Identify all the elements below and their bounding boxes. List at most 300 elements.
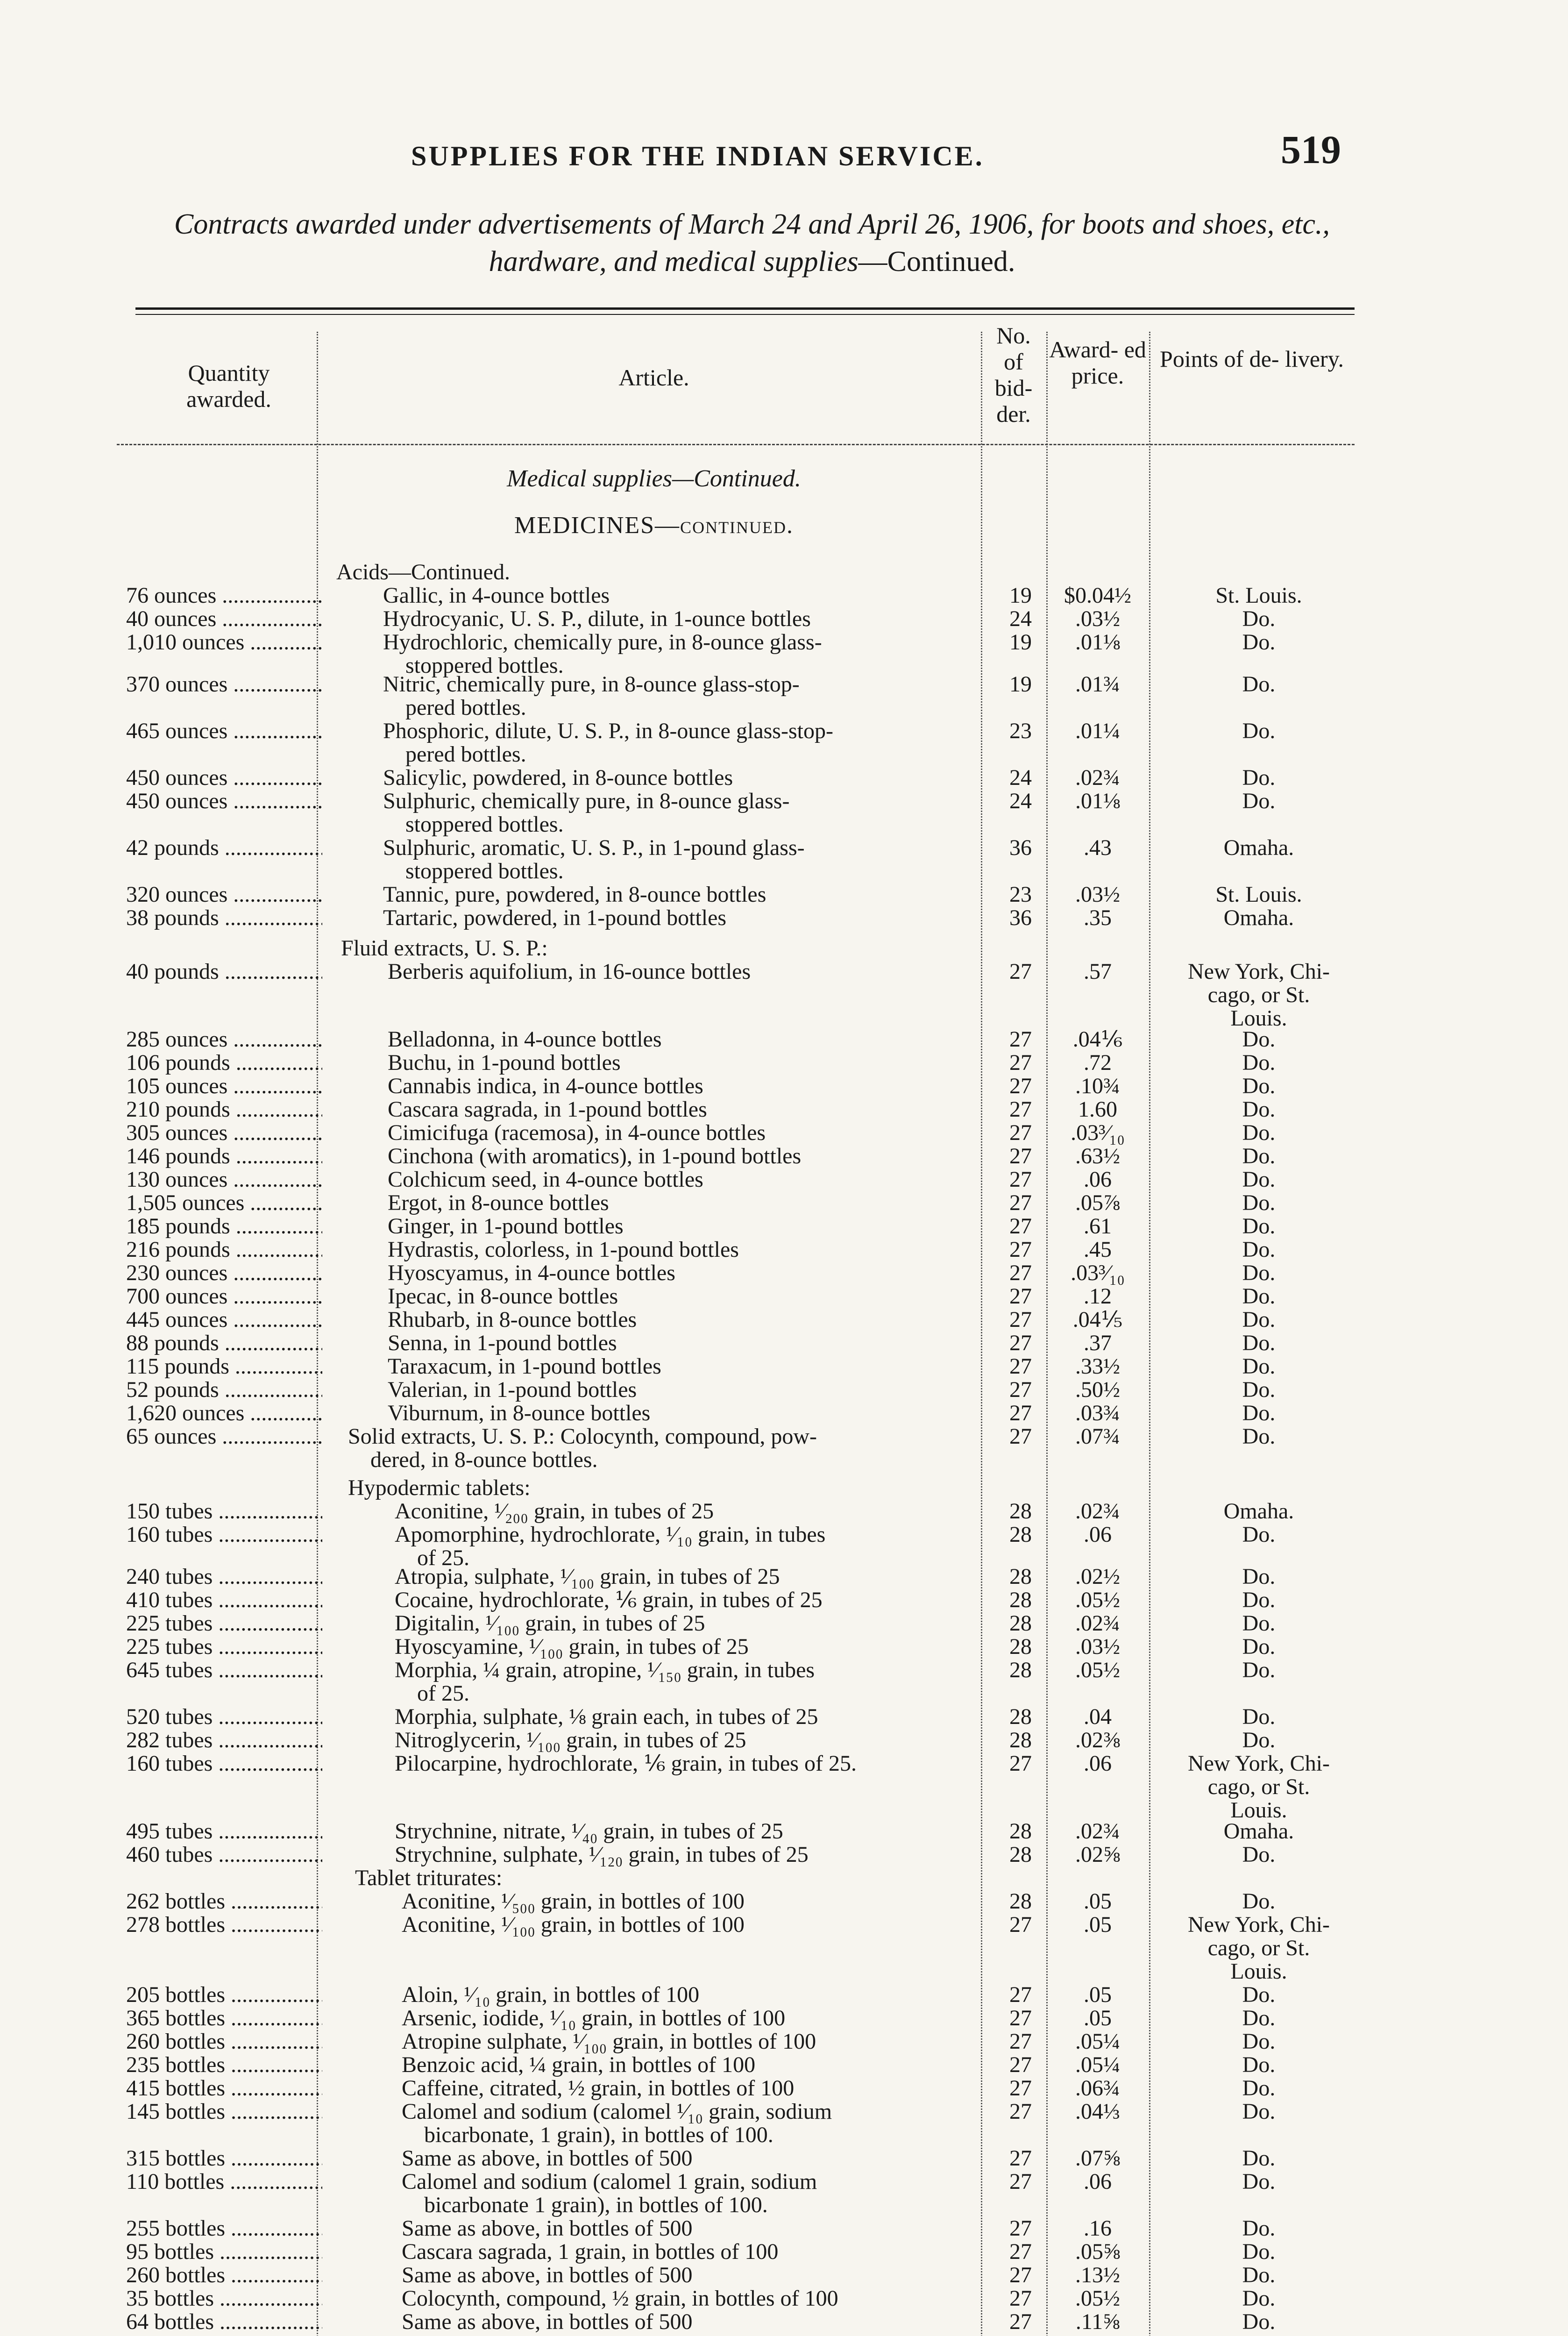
quantity-cell: 255 bottles ..... (126, 2217, 322, 2240)
delivery-point-cell: Do. (1242, 2099, 1276, 2124)
awarded-price-cell: .63½ (1075, 1144, 1120, 1168)
quantity-cell: 240 tubes ..... (126, 1565, 322, 1588)
bidder-number-cell: 27 (1009, 1331, 1032, 1355)
group-heading-acids: Acids—Continued. (336, 560, 510, 584)
awarded-price-cell: .10¾ (1075, 1074, 1120, 1098)
bidder-number-cell: 28 (1009, 1499, 1032, 1524)
article-cell: Pilocarpine, hydrochlorate, ⅙ grain, in tubes of 25. (395, 1751, 857, 1776)
quantity-cell: 370 ounces ..... (126, 673, 322, 696)
bidder-number-cell: 27 (1009, 2052, 1032, 2077)
article-cell: Phosphoric, dilute, U. S. P., in 8-ounce glass-stop- pered bottles. (383, 719, 833, 767)
delivery-point-cell: Do. (1242, 1027, 1276, 1052)
quantity-cell: 105 ounces ..... (126, 1075, 322, 1098)
quantity-cell: 415 bottles ..... (126, 2077, 322, 2100)
quantity-cell: 305 ounces ..... (126, 1121, 322, 1145)
bidder-number-cell: 27 (1009, 2146, 1032, 2171)
quantity-cell: 38 pounds ..... (126, 906, 322, 930)
awarded-price-cell: .05¼ (1075, 2029, 1120, 2054)
awarded-price-cell: .03½ (1075, 606, 1120, 631)
delivery-point-cell: Omaha. (1223, 1499, 1294, 1524)
bidder-number-cell: 27 (1009, 2076, 1032, 2101)
awarded-price-cell: .05¼ (1075, 2052, 1120, 2077)
awarded-price-cell: .02¾ (1075, 765, 1120, 790)
group-heading-hypodermic-tablets: Hypodermic tablets: (348, 1475, 531, 1500)
quantity-cell: 110 bottles ..... (126, 2170, 322, 2194)
delivery-point-cell: Do. (1242, 1237, 1276, 1262)
quantity-cell: 465 ounces ..... (126, 719, 322, 743)
column-header-bidder: No. of bid- der. (994, 322, 1033, 427)
quantity-cell: 40 pounds ..... (126, 960, 322, 983)
article-cell: Solid extracts, U. S. P.: Colocynth, compound, pow- dered, in 8-ounce bottles. (348, 1424, 817, 1472)
awarded-price-cell: .06 (1084, 1167, 1112, 1192)
quantity-cell: 65 ounces ..... (126, 1425, 322, 1448)
group-heading-tablet-triturates: Tablet triturates: (355, 1866, 503, 1890)
bidder-number-cell: 27 (1009, 1751, 1032, 1776)
quantity-cell: 225 tubes ..... (126, 1635, 322, 1659)
delivery-point-cell: Omaha. (1223, 835, 1294, 860)
awarded-price-cell: .05 (1084, 1889, 1112, 1914)
delivery-point-cell: Omaha. (1223, 905, 1294, 930)
quantity-cell: 216 pounds ..... (126, 1238, 322, 1261)
quantity-cell: 146 pounds ..... (126, 1145, 322, 1168)
bidder-number-cell: 27 (1009, 1912, 1032, 1937)
quantity-cell: 365 bottles ..... (126, 2007, 322, 2030)
bidder-number-cell: 28 (1009, 1588, 1032, 1612)
delivery-point-cell: Do. (1242, 1889, 1276, 1914)
quantity-cell: 450 ounces ..... (126, 790, 322, 813)
bidder-number-cell: 27 (1009, 1097, 1032, 1122)
quantity-cell: 450 ounces ..... (126, 766, 322, 790)
quantity-cell: 645 tubes ..... (126, 1659, 322, 1682)
awarded-price-cell: .01¼ (1075, 719, 1120, 743)
delivery-point-cell: Do. (1242, 1982, 1276, 2007)
quantity-cell: 230 ounces ..... (126, 1261, 322, 1285)
awarded-price-cell: .50½ (1075, 1377, 1120, 1402)
awarded-price-cell: $0.04½ (1064, 583, 1131, 608)
awarded-price-cell: .03³⁄₁₀ (1071, 1261, 1125, 1285)
bidder-number-cell: 19 (1009, 672, 1032, 697)
quantity-cell: 130 ounces ..... (126, 1168, 322, 1191)
article-cell: Same as above, in bottles of 500 (402, 2216, 693, 2241)
bidder-number-cell: 24 (1009, 789, 1032, 813)
delivery-point-cell: Do. (1242, 719, 1276, 743)
awarded-price-cell: .05 (1084, 2006, 1112, 2030)
delivery-point-cell: Do. (1242, 606, 1276, 631)
quantity-cell: 88 pounds ..... (126, 1332, 322, 1355)
awarded-price-cell: .05⅞ (1075, 1190, 1120, 1215)
quantity-cell: 42 pounds ..... (126, 836, 322, 860)
quantity-cell: 1,620 ounces ..... (126, 1402, 322, 1425)
quantity-cell: 1,505 ounces ..... (126, 1191, 322, 1215)
quantity-cell: 700 ounces ..... (126, 1285, 322, 1308)
article-cell: Sulphuric, chemically pure, in 8-ounce glass- stoppered bottles. (383, 789, 790, 837)
article-cell: Same as above, in bottles of 500 (402, 2263, 693, 2287)
bidder-number-cell: 28 (1009, 1819, 1032, 1844)
awarded-price-cell: .37 (1084, 1331, 1112, 1355)
article-cell: Tannic, pure, powdered, in 8-ounce bottles (383, 882, 766, 907)
bidder-number-cell: 27 (1009, 1401, 1032, 1425)
quantity-cell: 40 ounces ..... (126, 607, 322, 631)
awarded-price-cell: .01⅛ (1075, 789, 1120, 813)
bidder-number-cell: 27 (1009, 1050, 1032, 1075)
article-cell: Arsenic, iodide, ¹⁄₁₀ grain, in bottles of 100 (402, 2006, 786, 2030)
article-cell: Cocaine, hydrochlorate, ⅙ grain, in tubes of 25 (395, 1588, 823, 1612)
delivery-point-cell: Do. (1242, 2216, 1276, 2241)
section-title: Medical supplies—Continued. (507, 465, 801, 492)
delivery-point-cell: Do. (1242, 1190, 1276, 1215)
article-cell: Valerian, in 1-pound bottles (388, 1377, 637, 1402)
bidder-number-cell: 27 (1009, 2216, 1032, 2241)
bidder-number-cell: 27 (1009, 2029, 1032, 2054)
delivery-point-cell: Do. (1242, 1354, 1276, 1379)
delivery-point-cell: Do. (1242, 1658, 1276, 1682)
bidder-number-cell: 28 (1009, 1634, 1032, 1659)
awarded-price-cell: .72 (1084, 1050, 1112, 1075)
delivery-point-cell: Do. (1242, 1704, 1276, 1729)
article-cell: Same as above, in bottles of 500 (402, 2146, 693, 2171)
bidder-number-cell: 36 (1009, 905, 1032, 930)
awarded-price-cell: .11⅝ (1075, 2309, 1120, 2334)
article-cell: Ipecac, in 8-ounce bottles (388, 1284, 618, 1309)
article-cell: Digitalin, ¹⁄₁₀₀ grain, in tubes of 25 (395, 1611, 705, 1636)
delivery-point-cell: Do. (1242, 1728, 1276, 1752)
article-cell: Hydrastis, colorless, in 1-pound bottles (388, 1237, 739, 1262)
bidder-number-cell: 24 (1009, 606, 1032, 631)
bidder-number-cell: 27 (1009, 1354, 1032, 1379)
article-cell: Cinchona (with aromatics), in 1-pound bottles (388, 1144, 802, 1168)
bidder-number-cell: 27 (1009, 2006, 1032, 2030)
group-heading-fluid-extracts: Fluid extracts, U. S. P.: (341, 936, 548, 961)
delivery-point-cell: Do. (1242, 2263, 1276, 2287)
awarded-price-cell: .02⅝ (1075, 1842, 1120, 1867)
bidder-number-cell: 27 (1009, 1261, 1032, 1285)
awarded-price-cell: .06¾ (1075, 2076, 1120, 2101)
article-cell: Berberis aquifolium, in 16-ounce bottles (388, 959, 751, 984)
column-header-price: Award- ed price. (1049, 336, 1146, 389)
article-cell: Strychnine, nitrate, ¹⁄₄₀ grain, in tubes of 25 (395, 1819, 783, 1844)
quantity-cell: 35 bottles ..... (126, 2287, 322, 2310)
awarded-price-cell: .02¾ (1075, 1499, 1120, 1524)
quantity-cell: 320 ounces ..... (126, 883, 322, 906)
article-cell: Sulphuric, aromatic, U. S. P., in 1-pound glass- stoppered bottles. (383, 835, 805, 883)
delivery-point-cell: Do. (1242, 1588, 1276, 1612)
subsection-title: MEDICINES—continued. (514, 512, 794, 539)
delivery-point-cell: Do. (1242, 1284, 1276, 1309)
bidder-number-cell: 28 (1009, 1611, 1032, 1636)
awarded-price-cell: .04⅙ (1072, 1027, 1123, 1052)
delivery-point-cell: Do. (1242, 2052, 1276, 2077)
bidder-number-cell: 27 (1009, 1237, 1032, 1262)
awarded-price-cell: .01⅛ (1075, 630, 1120, 655)
bidder-number-cell: 28 (1009, 1842, 1032, 1867)
delivery-point-cell: Do. (1242, 672, 1276, 697)
delivery-point-cell: Do. (1242, 765, 1276, 790)
top-rule (135, 307, 1355, 310)
article-cell: Calomel and sodium (calomel 1 grain, sodium bicarbonate 1 grain), in bottles of 100. (402, 2169, 817, 2217)
awarded-price-cell: .02⅜ (1075, 1728, 1120, 1752)
quantity-cell: 260 bottles ..... (126, 2264, 322, 2287)
article-cell: Strychnine, sulphate, ¹⁄₁₂₀ grain, in tubes of 25 (395, 1842, 809, 1867)
bidder-number-cell: 27 (1009, 1284, 1032, 1309)
delivery-point-cell: Do. (1242, 1634, 1276, 1659)
article-cell: Morphia, ¼ grain, atropine, ¹⁄₁₅₀ grain, in tubes of 25. (395, 1658, 815, 1706)
bidder-number-cell: 27 (1009, 2309, 1032, 2334)
quantity-cell: 460 tubes ..... (126, 1843, 322, 1866)
bidder-number-cell: 23 (1009, 882, 1032, 907)
quantity-cell: 205 bottles ..... (126, 1983, 322, 2007)
delivery-point-cell: Do. (1242, 2006, 1276, 2030)
quantity-cell: 76 ounces ..... (126, 584, 322, 607)
quantity-cell: 64 bottles ..... (126, 2310, 322, 2334)
awarded-price-cell: .07¾ (1075, 1424, 1120, 1449)
article-cell: Cimicifuga (racemosa), in 4-ounce bottles (388, 1120, 766, 1145)
delivery-point-cell: Do. (1242, 1424, 1276, 1449)
bidder-number-cell: 36 (1009, 835, 1032, 860)
quantity-cell: 495 tubes ..... (126, 1820, 322, 1843)
delivery-point-cell: Do. (1242, 1522, 1276, 1547)
bidder-number-cell: 27 (1009, 959, 1032, 984)
caption-continued: —Continued. (858, 246, 1015, 278)
bidder-number-cell: 28 (1009, 1658, 1032, 1682)
delivery-point-cell: Do. (1242, 1331, 1276, 1355)
delivery-point-cell: Do. (1242, 789, 1276, 813)
article-cell: Calomel and sodium (calomel ¹⁄₁₀ grain, sodium bicarbonate, 1 grain), in bottles of 100. (402, 2099, 832, 2147)
article-cell: Buchu, in 1-pound bottles (388, 1050, 621, 1075)
delivery-point-cell: New York, Chi- cago, or St. Louis. (1187, 1912, 1330, 1984)
article-cell: Aconitine, ¹⁄₁₀₀ grain, in bottles of 100 (402, 1912, 745, 1937)
quantity-cell: 410 tubes ..... (126, 1588, 322, 1612)
delivery-point-cell: Do. (1242, 1074, 1276, 1098)
article-cell: Hydrocyanic, U. S. P., dilute, in 1-ounce bottles (383, 606, 811, 631)
quantity-cell: 1,010 ounces ..... (126, 631, 322, 654)
awarded-price-cell: .04⅕ (1072, 1307, 1123, 1332)
awarded-price-cell: .03½ (1075, 882, 1120, 907)
bidder-number-cell: 27 (1009, 1074, 1032, 1098)
quantity-cell: 520 tubes ..... (126, 1705, 322, 1729)
awarded-price-cell: .05 (1084, 1912, 1112, 1937)
caption-text: Contracts awarded under advertisements of March 24 and April 26, 1906, for boots and shoes, etc., hardware, and medical supplies (174, 208, 1330, 278)
awarded-price-cell: .05½ (1075, 1588, 1120, 1612)
awarded-price-cell: .01¾ (1075, 672, 1120, 697)
quantity-cell: 235 bottles ..... (126, 2053, 322, 2077)
awarded-price-cell: .35 (1084, 905, 1112, 930)
bidder-number-cell: 28 (1009, 1522, 1032, 1547)
awarded-price-cell: .02¾ (1075, 1611, 1120, 1636)
awarded-price-cell: .03³⁄₁₀ (1071, 1120, 1125, 1145)
awarded-price-cell: .06 (1084, 2169, 1112, 2194)
awarded-price-cell: .12 (1084, 1284, 1112, 1309)
awarded-price-cell: .02¾ (1075, 1819, 1120, 1844)
awarded-price-cell: .43 (1084, 835, 1112, 860)
awarded-price-cell: .02½ (1075, 1564, 1120, 1589)
article-cell: Belladonna, in 4-ounce bottles (388, 1027, 662, 1052)
delivery-point-cell: Do. (1242, 1120, 1276, 1145)
bidder-number-cell: 23 (1009, 719, 1032, 743)
delivery-point-cell: Do. (1242, 2239, 1276, 2264)
column-header-delivery: Points of de- livery. (1160, 346, 1344, 372)
column-header-article: Article. (618, 364, 689, 391)
delivery-point-cell: Do. (1242, 1401, 1276, 1425)
quantity-cell: 315 bottles ..... (126, 2147, 322, 2170)
awarded-price-cell: .03¾ (1075, 1401, 1120, 1425)
article-cell: Hyoscyamine, ¹⁄₁₀₀ grain, in tubes of 25 (395, 1634, 749, 1659)
quantity-cell: 262 bottles ..... (126, 1890, 322, 1913)
article-cell: Aconitine, ¹⁄₂₀₀ grain, in tubes of 25 (395, 1499, 714, 1524)
awarded-price-cell: .13½ (1075, 2263, 1120, 2287)
awarded-price-cell: .04⅓ (1075, 2099, 1120, 2124)
delivery-point-cell: Do. (1242, 1261, 1276, 1285)
page-number: 519 (1281, 127, 1341, 172)
delivery-point-cell: St. Louis. (1215, 882, 1302, 907)
bidder-number-cell: 28 (1009, 1564, 1032, 1589)
bidder-number-cell: 19 (1009, 630, 1032, 655)
article-cell: Colchicum seed, in 4-ounce bottles (388, 1167, 703, 1192)
column-header-quantity: Quantity awarded. (186, 360, 271, 412)
delivery-point-cell: Do. (1242, 1214, 1276, 1239)
article-cell: Hydrochloric, chemically pure, in 8-ounce glass- stoppered bottles. (383, 630, 822, 678)
bidder-number-cell: 27 (1009, 1167, 1032, 1192)
quantity-cell: 278 bottles ..... (126, 1913, 322, 1937)
article-cell: Benzoic acid, ¼ grain, in bottles of 100 (402, 2052, 756, 2077)
bidder-number-cell: 27 (1009, 2169, 1032, 2194)
running-title: SUPPLIES FOR THE INDIAN SERVICE. (411, 141, 984, 171)
article-cell: Hyoscyamus, in 4-ounce bottles (388, 1261, 675, 1285)
bidder-number-cell: 27 (1009, 1190, 1032, 1215)
quantity-cell: 225 tubes ..... (126, 1612, 322, 1635)
awarded-price-cell: .03½ (1075, 1634, 1120, 1659)
quantity-cell: 445 ounces ..... (126, 1308, 322, 1332)
awarded-price-cell: .07⅝ (1075, 2146, 1120, 2171)
quantity-cell: 160 tubes ..... (126, 1752, 322, 1775)
delivery-point-cell: Do. (1242, 1564, 1276, 1589)
bidder-number-cell: 27 (1009, 1214, 1032, 1239)
column-divider (1149, 332, 1150, 2336)
quantity-cell: 210 pounds ..... (126, 1098, 322, 1121)
delivery-point-cell: Do. (1242, 630, 1276, 655)
quantity-cell: 260 bottles ..... (126, 2030, 322, 2053)
article-cell: Ergot, in 8-ounce bottles (388, 1190, 609, 1215)
delivery-point-cell: Omaha. (1223, 1819, 1294, 1844)
article-cell: Morphia, sulphate, ⅛ grain each, in tubes of 25 (395, 1704, 818, 1729)
article-cell: Rhubarb, in 8-ounce bottles (388, 1307, 637, 1332)
article-cell: Taraxacum, in 1-pound bottles (388, 1354, 661, 1379)
awarded-price-cell: 1.60 (1078, 1097, 1117, 1122)
awarded-price-cell: .04 (1084, 1704, 1112, 1729)
article-cell: Viburnum, in 8-ounce bottles (388, 1401, 651, 1425)
bidder-number-cell: 27 (1009, 2286, 1032, 2311)
awarded-price-cell: .33½ (1075, 1354, 1120, 1379)
delivery-point-cell: Do. (1242, 1144, 1276, 1168)
article-cell: Ginger, in 1-pound bottles (388, 1214, 624, 1239)
bidder-number-cell: 28 (1009, 1704, 1032, 1729)
bidder-number-cell: 27 (1009, 1307, 1032, 1332)
article-cell: Cascara sagrada, in 1-pound bottles (388, 1097, 707, 1122)
header-bottom-rule (117, 444, 1355, 445)
bidder-number-cell: 27 (1009, 1120, 1032, 1145)
quantity-cell: 95 bottles ..... (126, 2240, 322, 2264)
bidder-number-cell: 27 (1009, 1377, 1032, 1402)
article-cell: Gallic, in 4-ounce bottles (383, 583, 610, 608)
quantity-cell: 185 pounds ..... (126, 1215, 322, 1238)
article-cell: Atropia, sulphate, ¹⁄₁₀₀ grain, in tubes of 25 (395, 1564, 780, 1589)
delivery-point-cell: Do. (1242, 2076, 1276, 2101)
bidder-number-cell: 27 (1009, 2239, 1032, 2264)
delivery-point-cell: St. Louis. (1215, 583, 1302, 608)
bidder-number-cell: 27 (1009, 1027, 1032, 1052)
awarded-price-cell: .05 (1084, 1982, 1112, 2007)
quantity-cell: 150 tubes ..... (126, 1500, 322, 1523)
awarded-price-cell: .45 (1084, 1237, 1112, 1262)
delivery-point-cell: New York, Chi- cago, or St. Louis. (1187, 1751, 1330, 1823)
article-cell: Cascara sagrada, 1 grain, in bottles of 100 (402, 2239, 779, 2264)
delivery-point-cell: Do. (1242, 2169, 1276, 2194)
delivery-point-cell: Do. (1242, 1167, 1276, 1192)
awarded-price-cell: .05½ (1075, 2286, 1120, 2311)
delivery-point-cell: Do. (1242, 2309, 1276, 2334)
article-cell: Colocynth, compound, ½ grain, in bottles of 100 (402, 2286, 838, 2311)
delivery-point-cell: Do. (1242, 1842, 1276, 1867)
bidder-number-cell: 27 (1009, 2263, 1032, 2287)
quantity-cell: 145 bottles ..... (126, 2100, 322, 2123)
awarded-price-cell: .05½ (1075, 1658, 1120, 1682)
bidder-number-cell: 27 (1009, 1982, 1032, 2007)
quantity-cell: 282 tubes ..... (126, 1729, 322, 1752)
awarded-price-cell: .06 (1084, 1751, 1112, 1776)
delivery-point-cell: Do. (1242, 1377, 1276, 1402)
quantity-cell: 52 pounds ..... (126, 1378, 322, 1402)
bidder-number-cell: 24 (1009, 765, 1032, 790)
article-cell: Apomorphine, hydrochlorate, ¹⁄₁₀ grain, in tubes of 25. (395, 1522, 826, 1570)
awarded-price-cell: .16 (1084, 2216, 1112, 2241)
bidder-number-cell: 19 (1009, 583, 1032, 608)
awarded-price-cell: .57 (1084, 959, 1112, 984)
article-cell: Cannabis indica, in 4-ounce bottles (388, 1074, 703, 1098)
bidder-number-cell: 27 (1009, 1424, 1032, 1449)
quantity-cell: 115 pounds ..... (126, 1355, 322, 1378)
bidder-number-cell: 27 (1009, 2099, 1032, 2124)
delivery-point-cell: Do. (1242, 1307, 1276, 1332)
article-cell: Tartaric, powdered, in 1-pound bottles (383, 905, 727, 930)
article-cell: Nitric, chemically pure, in 8-ounce glass-stop- pered bottles. (383, 672, 800, 720)
delivery-point-cell: Do. (1242, 1050, 1276, 1075)
bidder-number-cell: 28 (1009, 1728, 1032, 1752)
awarded-price-cell: .06 (1084, 1522, 1112, 1547)
article-cell: Caffeine, citrated, ½ grain, in bottles of 100 (402, 2076, 795, 2101)
delivery-point-cell: New York, Chi- cago, or St. Louis. (1187, 959, 1330, 1031)
awarded-price-cell: .61 (1084, 1214, 1112, 1239)
article-cell: Nitroglycerin, ¹⁄₁₀₀ grain, in tubes of 25 (395, 1728, 746, 1752)
article-cell: Atropine sulphate, ¹⁄₁₀₀ grain, in bottles of 100 (402, 2029, 816, 2054)
header-rule (135, 314, 1355, 315)
article-cell: Same as above, in bottles of 500 (402, 2309, 693, 2334)
quantity-cell: 160 tubes ..... (126, 1523, 322, 1546)
delivery-point-cell: Do. (1242, 2286, 1276, 2311)
quantity-cell: 106 pounds ..... (126, 1051, 322, 1075)
table-caption (121, 206, 1383, 280)
delivery-point-cell: Do. (1242, 2146, 1276, 2171)
article-cell: Aconitine, ¹⁄₅₀₀ grain, in bottles of 100 (402, 1889, 745, 1914)
awarded-price-cell: .05⅝ (1075, 2239, 1120, 2264)
bidder-number-cell: 27 (1009, 1144, 1032, 1168)
delivery-point-cell: Do. (1242, 1097, 1276, 1122)
page-header (0, 126, 1568, 178)
bidder-number-cell: 28 (1009, 1889, 1032, 1914)
article-cell: Aloin, ¹⁄₁₀ grain, in bottles of 100 (402, 1982, 700, 2007)
quantity-cell: 285 ounces ..... (126, 1028, 322, 1051)
article-cell: Senna, in 1-pound bottles (388, 1331, 617, 1355)
article-cell: Salicylic, powdered, in 8-ounce bottles (383, 765, 733, 790)
delivery-point-cell: Do. (1242, 2029, 1276, 2054)
